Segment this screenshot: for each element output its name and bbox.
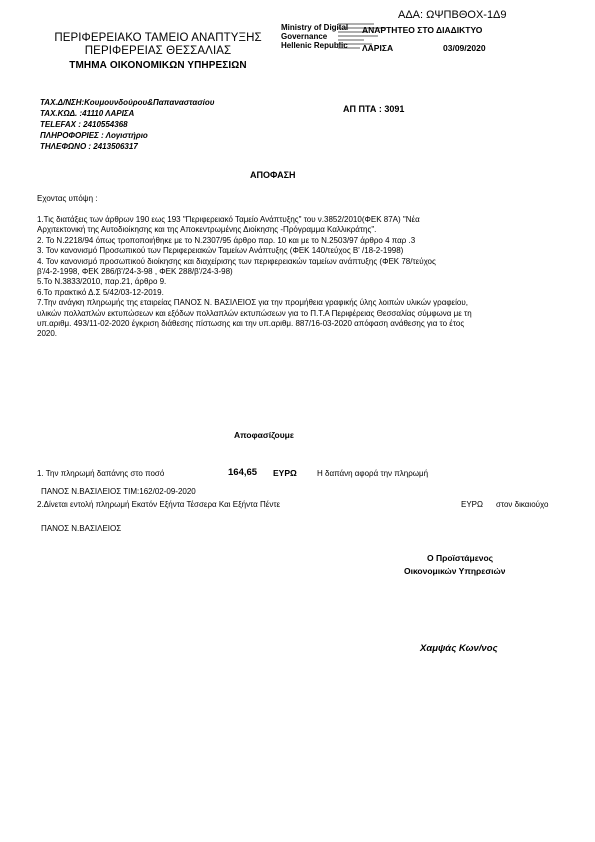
place: ΛΑΡΙΣΑ bbox=[362, 43, 394, 53]
consideration-line: 2. Το Ν.2218/94 όπως τροποποιήθηκε με το Ν.2307/95 άρθρο παρ. 10 και με το Ν.2503/97 άρθρο 4 παρ .3 bbox=[37, 235, 416, 245]
ada-code: ΑΔΑ: ΩΨΠΒΘΟΧ-1Δ9 bbox=[398, 9, 507, 21]
contact-phone: ΤΗΛΕΦΩΝΟ : 2413506317 bbox=[40, 142, 138, 151]
contact-address: ΤΑΧ.Δ/ΝΣΗ:Κουμουνδούρου&Παπαναστασίου bbox=[40, 98, 215, 107]
intro-text: Εχοντας υπόψη : bbox=[37, 194, 98, 203]
beneficiary-name: ΠΑΝΟΣ Ν.ΒΑΣΙΛΕΙΟΣ bbox=[41, 524, 122, 533]
contact-info: ΠΛΗΡΟΦΟΡΙΕΣ : Λογιστήριο bbox=[40, 131, 148, 140]
decision-item1-prefix: 1. Την πληρωμή δαπάνης στο ποσό bbox=[37, 469, 165, 478]
contact-postcode: ΤΑΧ.ΚΩΔ. :41110 ΛΑΡΙΣΑ bbox=[40, 109, 135, 118]
date: 03/09/2020 bbox=[443, 43, 486, 53]
signatory-name: Χαμψάς Κων/νος bbox=[420, 643, 498, 654]
stamp-line3: Hellenic Republic bbox=[281, 41, 348, 50]
document-title: ΑΠΟΦΑΣΗ bbox=[250, 170, 296, 180]
consideration-line: β'/4-2-1998, ΦΕΚ 286/β'/24-3-98 , ΦΕΚ 288/β'/24-3-98) bbox=[37, 267, 233, 277]
consideration-line: 4. Τον κανονισμό προσωπικού διοίκησης και διαχείρισης των περιφερειακών ταμείων ανάπτυξης (ΦΕΚ 78/τεύχος bbox=[37, 256, 436, 266]
item2-currency: ΕΥΡΩ bbox=[461, 500, 483, 509]
consideration-line: Αρχιτεκτονική της Αυτοδιοίκησης και της Αποκεντρωμένης Διοίκησης -Πρόγραμμα Καλλικράτης". bbox=[37, 225, 377, 235]
consideration-line: υλικών πολλαπλών εκτυπώσεων και εξόδων πολλαπλών εκτυπώσεων για το Π.Τ.Α Περιφέρειας Θεσσαλίας σύμφωνα με τη bbox=[37, 308, 472, 318]
consideration-line: 2020. bbox=[37, 329, 58, 339]
posted-online-note: ΑΝΑΡΤΗΤΕΟ ΣΤΟ ΔΙΑΔΙΚΤΥΟ bbox=[362, 25, 483, 35]
consideration-line: 1.Τις διατάξεις των άρθρων 190 εως 193 "Περιφερειακό Ταμείο Ανάπτυξης" του ν.3852/2010(ΦΕΚ 87Α) "Νέα bbox=[37, 215, 420, 224]
consideration-line: 3. Τον κανονισμό Προσωπικού των Περιφερειακών Ταμείων Ανάπτυξης (ΦΕΚ 140/τεύχος Β' /18-2-1998) bbox=[37, 246, 404, 256]
contact-telefax: TELEFAX : 2410554368 bbox=[40, 120, 128, 129]
decide-heading: Αποφασίζουμε bbox=[234, 430, 294, 440]
decision-item2: 2.Δίνεται εντολή πληρωμή Εκατόν Εξήντα Τέσσερα Και Εξήντα Πέντε bbox=[37, 500, 281, 509]
stamp-line2: Governance bbox=[281, 32, 328, 41]
consideration-line: υπ.αριθμ. 493/11-02-2020 έγκριση διάθεσης πίστωσης και την υπ.αριθμ. 887/16-03-2020 απόφαση ανάθεσης για το έτος bbox=[37, 319, 465, 329]
payment-concerns: Η δαπάνη αφορά την πληρωμή bbox=[317, 469, 429, 478]
signatory-role-line2: Οικονομικών Υπηρεσιών bbox=[404, 566, 506, 576]
consideration-line: 6.Το πρακτικό Δ.Σ 5/42/03-12-2019. bbox=[37, 287, 164, 297]
contact-block bbox=[40, 97, 215, 152]
org-name-line1: ΠΕΡΙΦΕΡΕΙΑΚΟ ΤΑΜΕΙΟ ΑΝΑΠΤΥΞΗΣ bbox=[54, 32, 262, 44]
consideration-line: 5.Το Ν.3833/2010, παρ.21, άρθρο 9. bbox=[37, 277, 167, 287]
stamp-line1: Ministry of Digital bbox=[281, 23, 349, 32]
considerations-list bbox=[37, 215, 472, 340]
org-name-line2: ΠΕΡΙΦΕΡΕΙΑΣ ΘΕΣΣΑΛΙΑΣ bbox=[84, 45, 232, 57]
signatory-role-line1: Ο Προϊστάμενος bbox=[427, 553, 494, 563]
consideration-line: 7.Την ανάγκη πληρωμής της εταιρείας ΠΑΝΟΣ Ν. ΒΑΣΙΛΕΙΟΣ για την προμήθεια γραφικής ύλης λοιπών υλικών γραφείου, bbox=[37, 298, 468, 308]
invoice-reference: ΠΑΝΟΣ Ν.ΒΑΣΙΛΕΙΟΣ ΤΙΜ:162/02-09-2020 bbox=[41, 487, 196, 496]
item2-suffix: στον δικαιούχο bbox=[496, 500, 549, 509]
payment-currency: ΕΥΡΩ bbox=[273, 468, 297, 478]
org-department: ΤΜΗΜΑ ΟΙΚΟΝΟΜΙΚΩΝ ΥΠΗΡΕΣΙΩΝ bbox=[69, 60, 247, 71]
payment-amount: 164,65 bbox=[228, 467, 258, 478]
protocol-number: ΑΠ ΠΤΑ : 3091 bbox=[343, 104, 405, 114]
